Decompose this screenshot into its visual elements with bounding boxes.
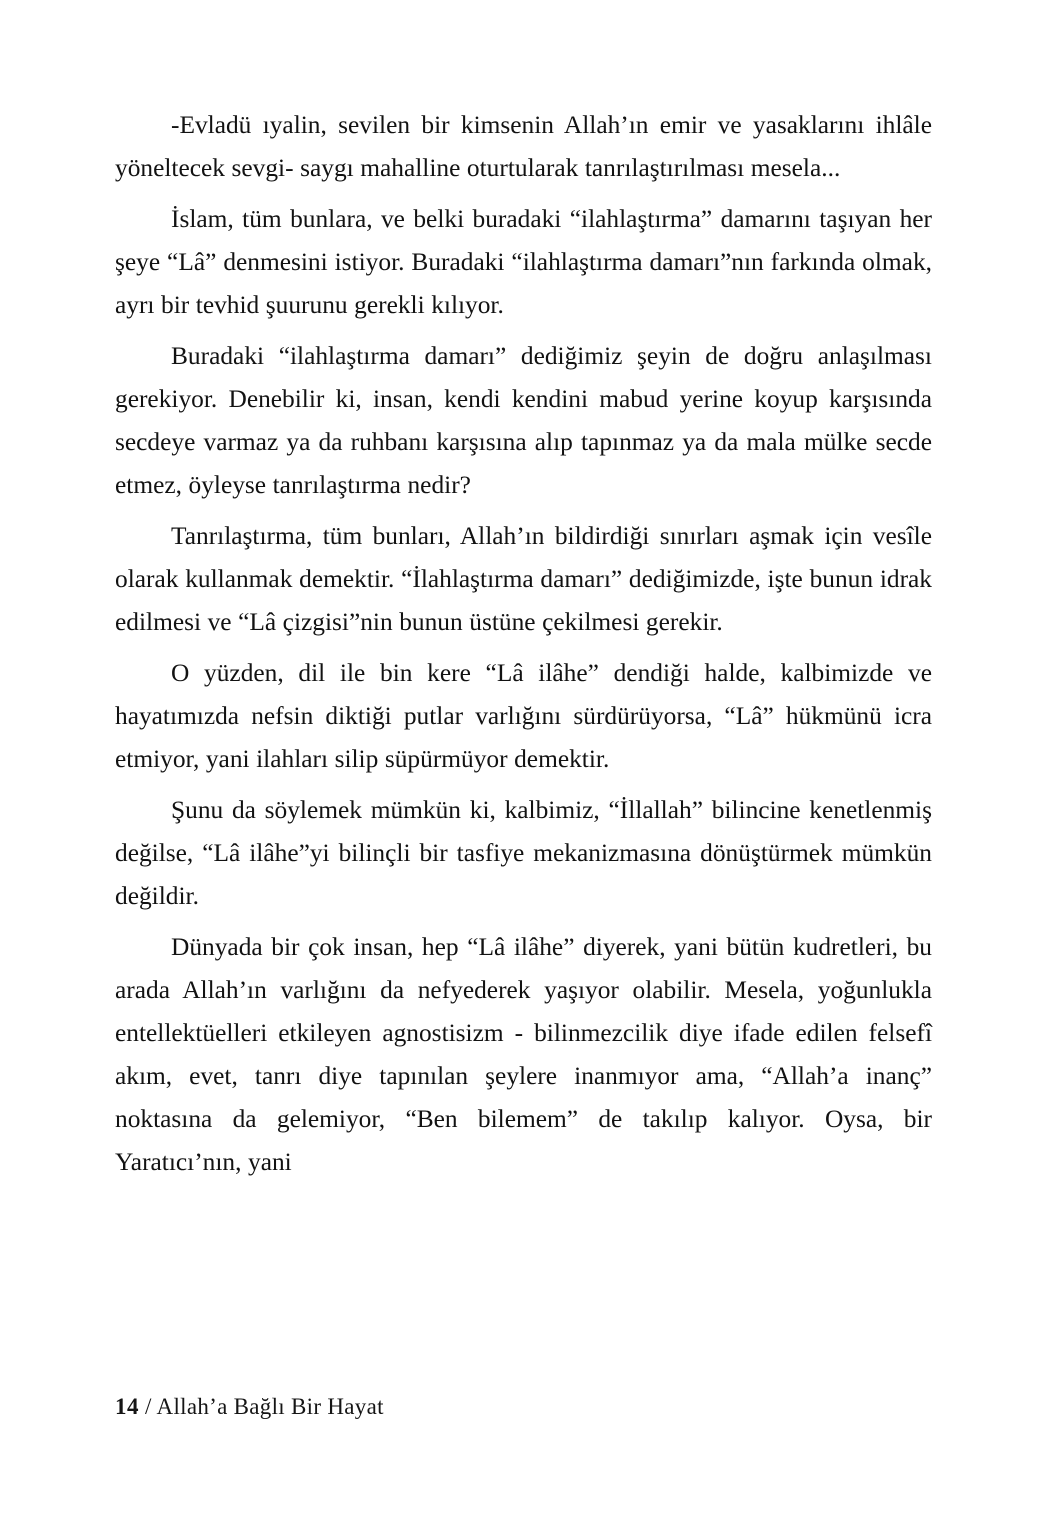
paragraph: Dünyada bir çok insan, hep “Lâ ilâhe” diyerek, yani bütün kudretleri, bu arada Allah’ın varlığını da nefyederek yaşıyor olabilir. Mesela, yoğunlukla entellektüelleri etkileyen agnostisizm - bilinmezcilik diye ifade edilen felsefî akım, evet, tanrı diye tapınılan şeylere inanmıyor ama, “Allah’a inanç” noktasına da gelemiyor, “Ben bilemem” de takılıp kalıyor. Oysa, bir Yaratıcı’nın, yani <box>115 933 932 1176</box>
paragraph: Şunu da söylemek mümkün ki, kalbimiz, “İllallah” bilincine kenetlenmiş değilse, “Lâ ilâhe”yi bilinçli bir tasfiye mekanizmasına dönüştürmek mümkün değildir. <box>115 796 932 910</box>
page-footer <box>115 1392 384 1422</box>
body-text-column <box>115 104 932 1184</box>
page-number: 14 <box>115 1394 139 1419</box>
footer-separator: / <box>139 1394 157 1419</box>
paragraph: Tanrılaştırma, tüm bunları, Allah’ın bildirdiği sınırları aşmak için vesîle olarak kullanmak demektir. “İlahlaştırma damarı” dediğimizde, işte bunun idrak edilmesi ve “Lâ çizgisi”nin bunun üstüne çekilmesi gerekir. <box>115 522 932 636</box>
book-title: Allah’a Bağlı Bir Hayat <box>156 1394 384 1419</box>
paragraph: İslam, tüm bunlara, ve belki buradaki “ilahlaştırma” damarını taşıyan her şeye “Lâ” denmesini istiyor. Buradaki “ilahlaştırma damarı”nın farkında olmak, ayrı bir tevhid şuurunu gerekli kılıyor. <box>115 205 932 319</box>
paragraph: Buradaki “ilahlaştırma damarı” dediğimiz şeyin de doğru anlaşılması gerekiyor. Denebilir ki, insan, kendi kendini mabud yerine koyup karşısında secdeye varmaz ya da ruhbanı karşısına alıp tapınmaz ya da mala mülke secde etmez, öyleyse tanrılaştırma nedir? <box>115 342 932 499</box>
paragraph: O yüzden, dil ile bin kere “Lâ ilâhe” dendiği halde, kalbimizde ve hayatımızda nefsin diktiği putlar varlığını sürdürüyorsa, “Lâ” hükmünü icra etmiyor, yani ilahları silip süpürmüyor demektir. <box>115 659 932 773</box>
paragraph: -Evladü ıyalin, sevilen bir kimsenin Allah’ın emir ve yasaklarını ihlâle yöneltecek sevgi- saygı mahalline oturtularak tanrılaştırılması mesela... <box>115 111 932 182</box>
